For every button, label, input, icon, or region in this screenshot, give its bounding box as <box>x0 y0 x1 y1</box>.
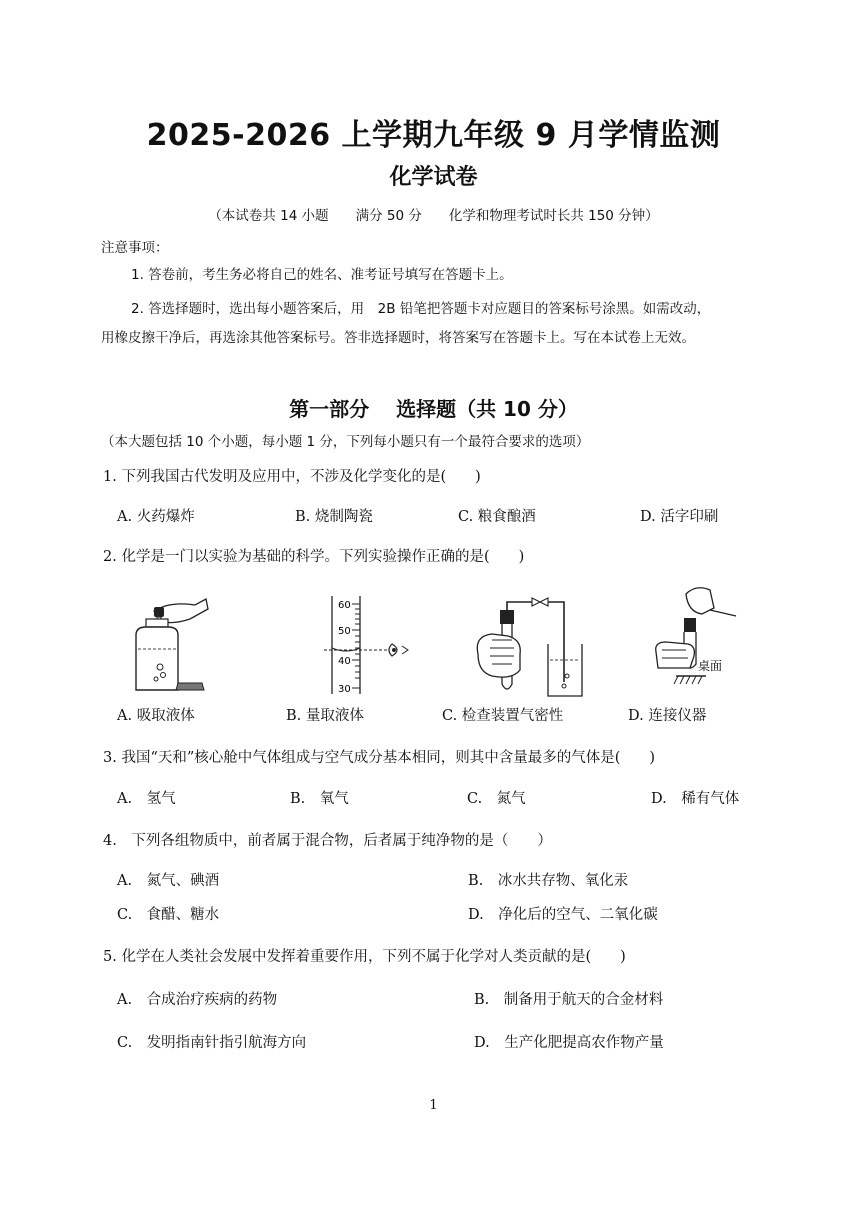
notice-item-2: 2. 答选择题时，选出每小题答案后，用 2B 铅笔把答题卡对应题目的答案标号涂黑。如需改动， <box>131 301 711 317</box>
question-1-option-d: D. 活字印刷 <box>640 509 719 525</box>
cylinder-tick-50: 50 <box>338 626 351 637</box>
question-4-option-c: C. 食醋、糖水 <box>117 907 220 923</box>
cylinder-tick-60: 60 <box>338 600 351 611</box>
question-5-option-a: A. 合成治疗疾病的药物 <box>117 992 278 1008</box>
cylinder-tick-40: 40 <box>338 656 351 667</box>
question-4-option-a: A. 氮气、碘酒 <box>117 873 220 889</box>
question-3-stem: 3. 我国“天和”核心舱中气体组成与空气成分基本相同，则其中含量最多的气体是( ) <box>103 750 656 766</box>
question-1-option-a: A. 火药爆炸 <box>117 509 195 525</box>
question-4-stem: 4. 下列各组物质中，前者属于混合物，后者属于纯净物的是（ ） <box>103 833 552 849</box>
section-note: （本大题包括 10 个小题，每小题 1 分，下列每小题只有一个最符合要求的选项） <box>101 434 590 450</box>
figure-dropper-bottle <box>120 585 220 700</box>
question-4-option-b: B. 冰水共存物、氧化汞 <box>468 873 629 889</box>
figure-graduated-cylinder <box>310 592 420 700</box>
question-3-option-b: B. 氧气 <box>290 791 349 807</box>
question-1-option-b: B. 烧制陶瓷 <box>295 509 373 525</box>
page-number: 1 <box>429 1098 438 1113</box>
exam-subtitle: 化学试卷 <box>389 165 478 190</box>
question-3-option-c: C. 氮气 <box>467 791 526 807</box>
question-5-option-c: C. 发明指南针指引航海方向 <box>117 1035 307 1051</box>
section-title: 第一部分 选择题（共 10 分） <box>289 397 578 421</box>
question-5-stem: 5. 化学在人类社会发展中发挥着重要作用，下列不属于化学对人类贡献的是( ) <box>103 949 626 965</box>
question-2-option-d: D. 连接仪器 <box>628 708 707 724</box>
notice-item-1: 1. 答卷前，考生务必将自己的姓名、准考证号填写在答题卡上。 <box>131 267 513 283</box>
figure-connecting-apparatus <box>650 580 750 700</box>
exam-title: 2025-2026 上学期九年级 9 月学情监测 <box>146 118 721 153</box>
cylinder-tick-30: 30 <box>338 684 351 695</box>
question-2-option-c: C. 检查装置气密性 <box>442 708 564 724</box>
question-3-option-d: D. 稀有气体 <box>651 791 740 807</box>
question-5-option-d: D. 生产化肥提高农作物产量 <box>474 1035 664 1051</box>
question-1-stem: 1. 下列我国古代发明及应用中，不涉及化学变化的是( ) <box>103 469 481 485</box>
table-label: 桌面 <box>698 659 723 673</box>
question-2-stem: 2. 化学是一门以实验为基础的科学。下列实验操作正确的是( ) <box>103 549 525 565</box>
question-2-option-b: B. 量取液体 <box>286 708 364 724</box>
notice-heading: 注意事项： <box>101 240 169 256</box>
exam-info: （本试卷共 14 小题 满分 50 分 化学和物理考试时长共 150 分钟） <box>208 208 659 224</box>
question-5-option-b: B. 制备用于航天的合金材料 <box>474 992 664 1008</box>
notice-item-2-cont: 用橡皮擦干净后，再选涂其他答案标号。答非选择题时，将答案写在答题卡上。写在本试卷上无效。 <box>101 330 695 346</box>
figure-airtightness-check <box>468 596 598 700</box>
question-3-option-a: A. 氢气 <box>117 791 176 807</box>
question-4-option-d: D. 净化后的空气、二氧化碳 <box>468 907 658 923</box>
question-1-option-c: C. 粮食酿酒 <box>458 509 536 525</box>
question-2-option-a: A. 吸取液体 <box>117 708 195 724</box>
